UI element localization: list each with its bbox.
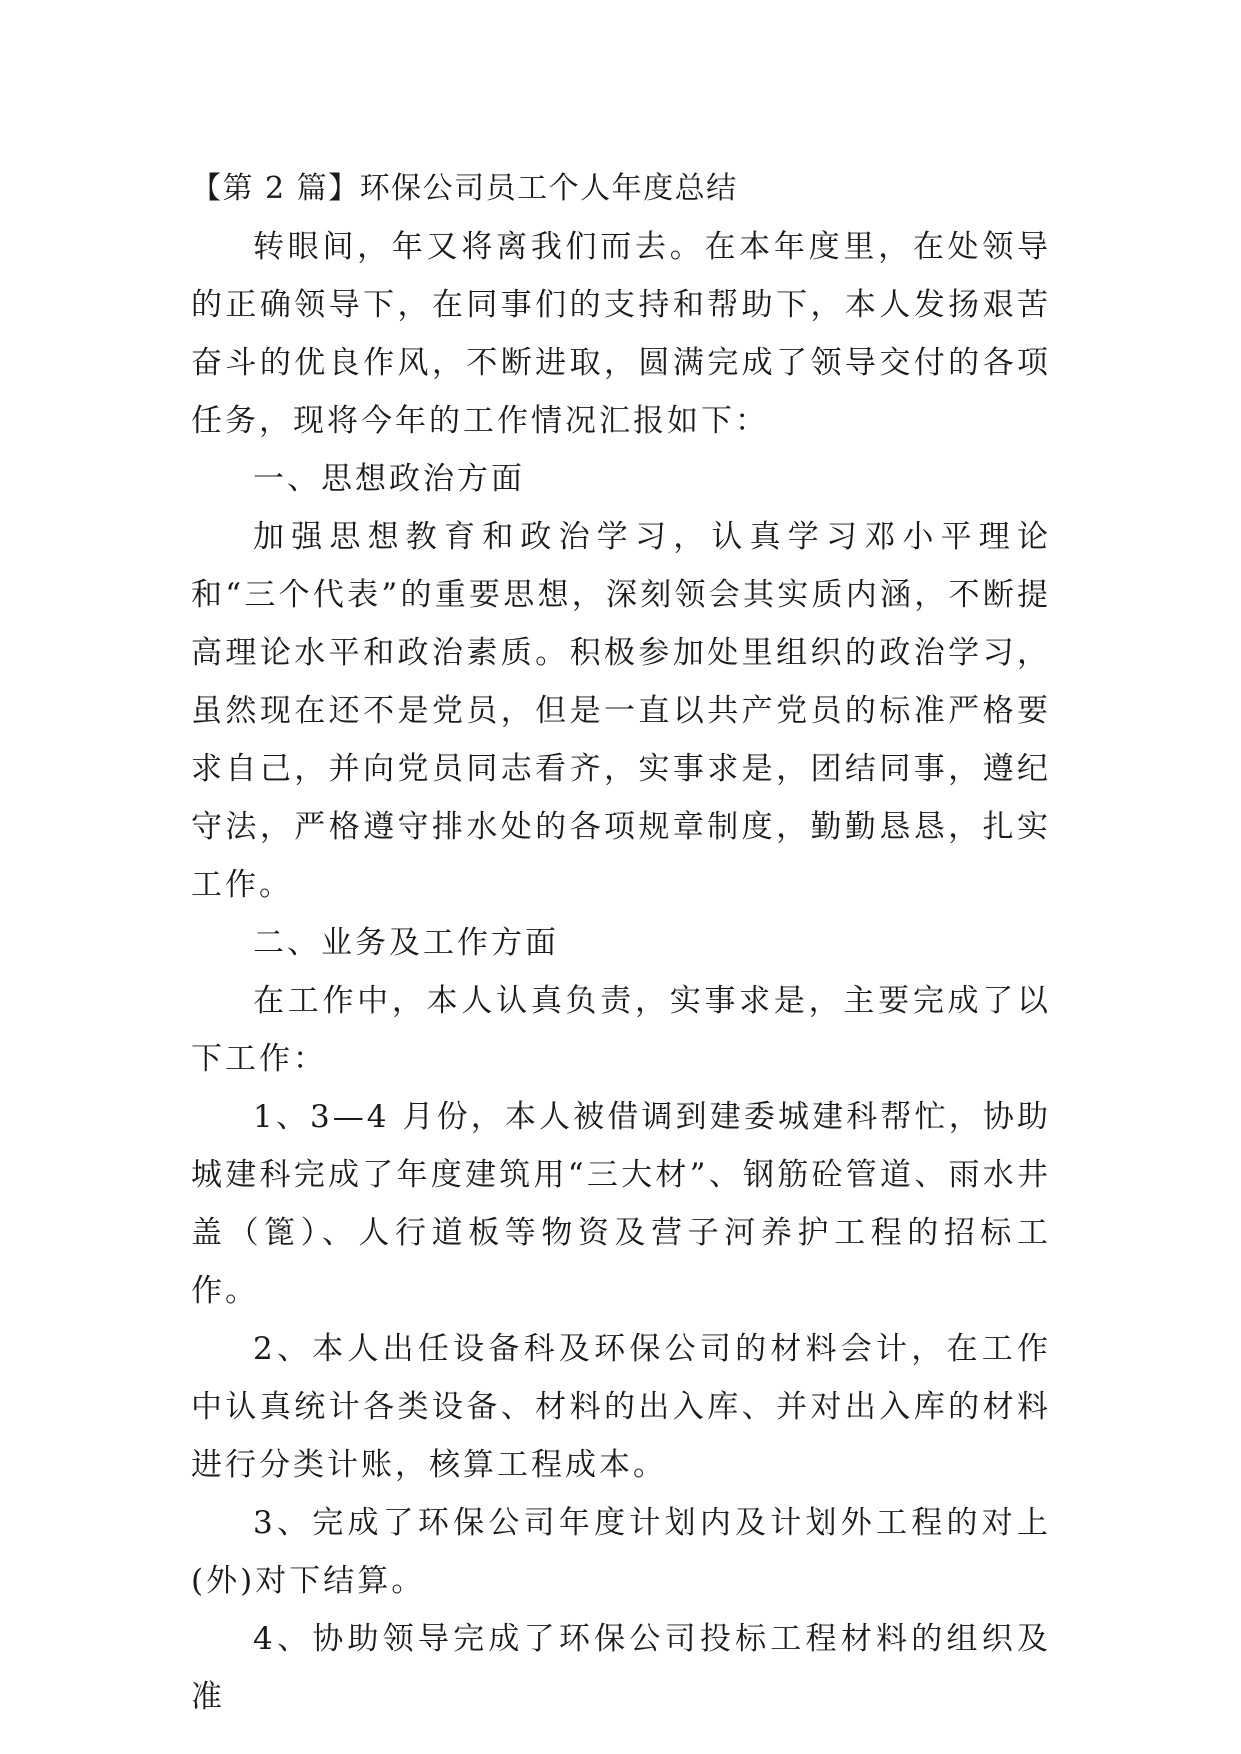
work-item-2: 2、本人出任设备科及环保公司的材料会计，在工作中认真统计各类设备、材料的出入库、并对出入库的材料进行分类计账，核算工程成本。 [191,1331,1051,1483]
work-intro-paragraph: 在工作中，本人认真负责，实事求是，主要完成了以下工作： [191,983,1051,1077]
intro-paragraph: 转眼间，年又将离我们而去。在本年度里，在处领导的正确领导下，在同事们的支持和帮助下，本人发扬艰苦奋斗的优良作风，不断进取，圆满完成了领导交付的各项任务，现将今年的工作情况汇报如下： [191,229,1051,439]
document-body [191,160,1051,1726]
work-item-4: 4、协助领导完成了环保公司投标工程材料的组织及准 [191,1621,1051,1715]
work-item-1: 1、3—4 月份，本人被借调到建委城建科帮忙，协助城建科完成了年度建筑用“三大材”、钢筋砼管道、雨水井盖（篦）、人行道板等物资及营子河养护工程的招标工作。 [191,1099,1051,1309]
political-paragraph: 加强思想教育和政治学习，认真学习邓小平理论和“三个代表”的重要思想，深刻领会其实质内涵，不断提高理论水平和政治素质。积极参加处里组织的政治学习，虽然现在还不是党员，但是一直以共产党员的标准严格要求自己，并向党员同志看齐，实事求是，团结同事，遵纪守法，严格遵守排水处的各项规章制度，勤勤恳恳，扎实工作。 [191,519,1051,903]
section-heading-work: 二、业务及工作方面 [253,925,559,961]
document-title: 【第 2 篇】环保公司员工个人年度总结 [191,171,738,206]
work-item-3: 3、完成了环保公司年度计划内及计划外工程的对上(外)对下结算。 [191,1505,1051,1599]
section-heading-political: 一、思想政治方面 [253,461,525,497]
